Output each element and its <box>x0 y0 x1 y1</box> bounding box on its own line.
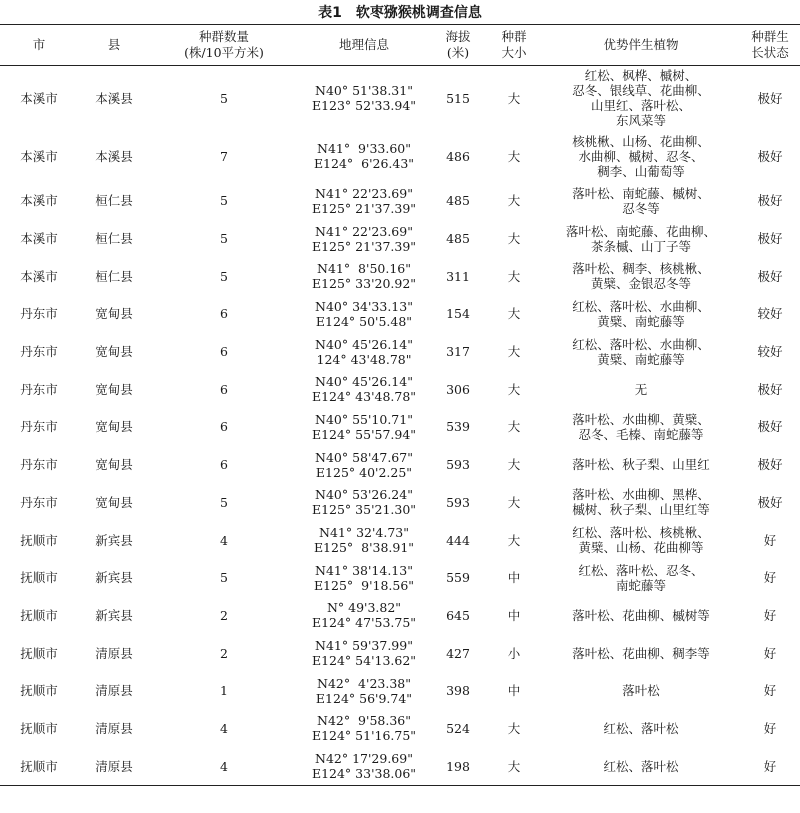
plants-line: 落叶松、南蛇藤、槭树、 <box>572 185 710 201</box>
header-population-size: 种群 大小 <box>501 29 527 60</box>
cell-population-count: 7 <box>220 148 228 164</box>
cell-population-size: 中 <box>507 683 521 699</box>
cell-companion-plants <box>542 710 740 748</box>
cell-geo-info <box>298 182 430 220</box>
cell-altitude: 524 <box>446 720 470 736</box>
header-county: 县 <box>107 37 121 52</box>
latitude: N40° 34'33.13" <box>315 298 413 314</box>
cell-altitude: 427 <box>446 645 470 661</box>
plants-line: 红松、落叶松、核桃楸、 <box>572 525 710 541</box>
cell-population-count: 4 <box>220 532 228 548</box>
cell-population-count: 5 <box>220 193 228 209</box>
cell-altitude: 539 <box>446 419 470 435</box>
cell-companion-plants <box>542 130 740 182</box>
cell-companion-plants <box>542 559 740 597</box>
cell-altitude: 311 <box>446 268 470 284</box>
longitude: 124° 43'48.78" <box>316 351 412 367</box>
cell-population-count: 5 <box>220 231 228 247</box>
plants-line: 东风菜等 <box>615 113 666 128</box>
cell-growth-status: 极好 <box>757 494 783 510</box>
cell-geo-info <box>298 257 430 295</box>
table-row <box>0 747 800 785</box>
cell-companion-plants <box>542 257 740 295</box>
cell-city: 本溪市 <box>20 90 58 106</box>
table-row <box>0 220 800 258</box>
cell-altitude: 398 <box>446 683 470 699</box>
table-row <box>0 484 800 522</box>
cell-companion-plants <box>542 446 740 484</box>
plants-line: 忍冬等 <box>622 200 660 216</box>
cell-companion-plants <box>542 370 740 408</box>
cell-growth-status: 极好 <box>757 90 783 106</box>
table-title: 表1 软枣猕猴桃调查信息 <box>318 5 482 21</box>
cell-county: 宽甸县 <box>95 344 133 360</box>
cell-growth-status: 好 <box>763 532 777 548</box>
plants-line: 黄檗、南蛇藤等 <box>597 351 685 367</box>
cell-geo-info <box>298 597 430 635</box>
latitude: N41° 8'50.16" <box>317 261 411 277</box>
header-population-count: 种群数量 (株/10平方米) <box>184 29 264 60</box>
cell-population-size: 大 <box>507 268 521 284</box>
cell-county: 本溪县 <box>95 148 133 164</box>
longitude: E124° 47'53.75" <box>311 615 417 631</box>
latitude: N41° 22'23.69" <box>315 223 413 239</box>
cell-population-count: 4 <box>220 758 228 774</box>
plants-line: 落叶松、花曲柳、槭树等 <box>572 607 710 623</box>
plants-line: 红松、落叶松 <box>603 720 679 736</box>
cell-city: 丹东市 <box>20 494 58 510</box>
cell-altitude: 593 <box>446 494 470 510</box>
table-row <box>0 130 800 182</box>
cell-growth-status: 极好 <box>757 268 783 284</box>
latitude: N40° 55'10.71" <box>315 411 413 427</box>
longitude: E125° 21'37.39" <box>311 200 417 216</box>
header-row <box>0 25 800 66</box>
cell-geo-info <box>298 408 430 446</box>
cell-city: 抚顺市 <box>20 683 58 699</box>
plants-line: 黄檗、南蛇藤等 <box>597 313 685 329</box>
cell-population-size: 大 <box>507 381 521 397</box>
cell-companion-plants <box>542 747 740 785</box>
cell-county: 宽甸县 <box>95 306 133 322</box>
cell-altitude: 198 <box>446 758 470 774</box>
cell-city: 丹东市 <box>20 344 58 360</box>
latitude: N41° 38'14.13" <box>315 562 413 578</box>
cell-county: 宽甸县 <box>95 457 133 473</box>
plants-line: 水曲柳、槭树、忍冬、 <box>578 148 704 164</box>
cell-county: 桓仁县 <box>95 268 133 284</box>
table-row <box>0 446 800 484</box>
plants-line: 红松、枫桦、槭树、 <box>584 68 698 83</box>
cell-population-size: 大 <box>507 494 521 510</box>
cell-population-count: 2 <box>220 607 228 623</box>
cell-city: 丹东市 <box>20 306 58 322</box>
cell-geo-info <box>298 747 430 785</box>
cell-population-size: 大 <box>507 758 521 774</box>
cell-population-size: 大 <box>507 419 521 435</box>
plants-line: 红松、落叶松、水曲柳、 <box>572 298 710 314</box>
header-geo-info: 地理信息 <box>338 37 389 52</box>
table-row <box>0 66 800 131</box>
cell-geo-info <box>298 446 430 484</box>
cell-geo-info <box>298 710 430 748</box>
cell-population-size: 大 <box>507 90 521 106</box>
longitude: E124° 50'5.48" <box>315 313 413 329</box>
cell-county: 清原县 <box>95 720 133 736</box>
cell-altitude: 306 <box>446 381 470 397</box>
cell-population-count: 6 <box>220 381 228 397</box>
latitude: N° 49'3.82" <box>326 600 402 616</box>
table-body <box>0 66 800 786</box>
table-row <box>0 672 800 710</box>
longitude: E124° 56'9.74" <box>315 690 413 706</box>
plants-line: 忍冬、毛榛、南蛇藤等 <box>578 426 704 442</box>
cell-population-count: 1 <box>220 683 228 699</box>
cell-county: 新宾县 <box>95 607 133 623</box>
cell-companion-plants <box>542 672 740 710</box>
cell-altitude: 486 <box>446 148 470 164</box>
cell-growth-status: 好 <box>763 758 777 774</box>
cell-altitude: 593 <box>446 457 470 473</box>
longitude: E125° 40'2.25" <box>315 464 413 480</box>
table-row <box>0 710 800 748</box>
longitude: E125° 35'21.30" <box>311 502 417 518</box>
latitude: N41° 9'33.60" <box>317 141 411 156</box>
cell-county: 清原县 <box>95 645 133 661</box>
cell-city: 丹东市 <box>20 457 58 473</box>
cell-population-size: 大 <box>507 148 521 164</box>
cell-growth-status: 好 <box>763 683 777 699</box>
cell-companion-plants <box>542 521 740 559</box>
cell-companion-plants <box>542 634 740 672</box>
cell-altitude: 485 <box>446 231 470 247</box>
longitude: E124° 6'26.43" <box>313 156 415 171</box>
cell-city: 抚顺市 <box>20 720 58 736</box>
cell-population-count: 4 <box>220 720 228 736</box>
latitude: N41° 59'37.99" <box>315 638 413 654</box>
cell-geo-info <box>298 634 430 672</box>
latitude: N42° 9'58.36" <box>317 713 411 729</box>
survey-table <box>0 24 800 786</box>
cell-city: 抚顺市 <box>20 758 58 774</box>
cell-growth-status: 好 <box>763 607 777 623</box>
longitude: E124° 51'16.75" <box>311 728 417 744</box>
cell-population-count: 6 <box>220 306 228 322</box>
plants-line: 槭树、秋子梨、山里红等 <box>572 502 710 518</box>
cell-population-count: 5 <box>220 570 228 586</box>
cell-growth-status: 极好 <box>757 381 783 397</box>
longitude: E123° 52'33.94" <box>311 98 417 113</box>
latitude: N40° 51'38.31" <box>315 83 413 98</box>
cell-city: 本溪市 <box>20 148 58 164</box>
cell-population-size: 大 <box>507 193 521 209</box>
cell-companion-plants <box>542 333 740 371</box>
cell-city: 抚顺市 <box>20 607 58 623</box>
longitude: E124° 33'38.06" <box>311 766 417 782</box>
header-companion-plants: 优势伴生植物 <box>603 37 679 52</box>
plants-line: 红松、落叶松、水曲柳、 <box>572 336 710 352</box>
plants-line: 落叶松、稠李、核桃楸、 <box>572 261 710 277</box>
longitude: E124° 43'48.78" <box>311 389 417 405</box>
cell-city: 抚顺市 <box>20 645 58 661</box>
plants-line: 落叶松、秋子梨、山里红 <box>572 457 710 473</box>
cell-altitude: 515 <box>446 90 470 106</box>
cell-city: 抚顺市 <box>20 532 58 548</box>
plants-line: 红松、落叶松、忍冬、 <box>578 562 704 578</box>
cell-geo-info <box>298 220 430 258</box>
plants-line: 南蛇藤等 <box>615 577 666 593</box>
cell-city: 抚顺市 <box>20 570 58 586</box>
cell-city: 本溪市 <box>20 268 58 284</box>
table-row <box>0 559 800 597</box>
table-row <box>0 597 800 635</box>
cell-population-count: 5 <box>220 90 228 106</box>
cell-county: 新宾县 <box>95 570 133 586</box>
cell-population-count: 6 <box>220 344 228 360</box>
latitude: N41° 32'4.73" <box>319 525 409 541</box>
cell-county: 本溪县 <box>95 90 133 106</box>
header-growth-status: 种群生 长状态 <box>751 29 789 60</box>
cell-geo-info <box>298 521 430 559</box>
plants-line: 落叶松、水曲柳、黑桦、 <box>572 487 710 503</box>
cell-geo-info <box>298 66 430 131</box>
cell-companion-plants <box>542 220 740 258</box>
cell-county: 清原县 <box>95 758 133 774</box>
plants-line: 忍冬、银线草、花曲柳、 <box>572 83 710 98</box>
longitude: E124° 55'57.94" <box>311 426 417 442</box>
cell-growth-status: 极好 <box>757 231 783 247</box>
cell-companion-plants <box>542 484 740 522</box>
cell-population-size: 大 <box>507 231 521 247</box>
latitude: N40° 53'26.24" <box>315 487 413 503</box>
cell-altitude: 317 <box>446 344 470 360</box>
cell-county: 桓仁县 <box>95 193 133 209</box>
plants-line: 落叶松、水曲柳、黄檗、 <box>572 411 710 427</box>
table-row <box>0 257 800 295</box>
cell-growth-status: 较好 <box>757 344 783 360</box>
cell-population-count: 2 <box>220 645 228 661</box>
latitude: N42° 17'29.69" <box>315 751 413 767</box>
cell-geo-info <box>298 333 430 371</box>
longitude: E125° 8'38.91" <box>313 540 415 556</box>
cell-growth-status: 好 <box>763 570 777 586</box>
cell-population-size: 大 <box>507 532 521 548</box>
cell-county: 宽甸县 <box>95 419 133 435</box>
plants-line: 核桃楸、山杨、花曲柳、 <box>572 133 710 149</box>
cell-population-count: 5 <box>220 494 228 510</box>
plants-line: 落叶松、花曲柳、稠李等 <box>572 645 710 661</box>
table-row <box>0 295 800 333</box>
table-row <box>0 521 800 559</box>
cell-companion-plants <box>542 597 740 635</box>
cell-companion-plants <box>542 66 740 131</box>
cell-altitude: 645 <box>446 607 470 623</box>
cell-city: 丹东市 <box>20 381 58 397</box>
longitude: E125° 9'18.56" <box>313 577 415 593</box>
cell-geo-info <box>298 295 430 333</box>
cell-county: 宽甸县 <box>95 494 133 510</box>
cell-population-size: 中 <box>507 570 521 586</box>
cell-growth-status: 极好 <box>757 148 783 164</box>
cell-population-size: 大 <box>507 344 521 360</box>
plants-line: 稠李、山葡萄等 <box>597 163 685 179</box>
cell-population-size: 小 <box>507 645 521 661</box>
table-row <box>0 408 800 446</box>
cell-growth-status: 极好 <box>757 419 783 435</box>
cell-geo-info <box>298 559 430 597</box>
cell-growth-status: 好 <box>763 720 777 736</box>
header-altitude: 海拔 (米) <box>445 29 471 60</box>
cell-geo-info <box>298 370 430 408</box>
cell-population-count: 5 <box>220 268 228 284</box>
cell-population-size: 中 <box>507 607 521 623</box>
cell-city: 丹东市 <box>20 419 58 435</box>
cell-county: 宽甸县 <box>95 381 133 397</box>
latitude: N40° 58'47.67" <box>315 449 413 465</box>
cell-county: 新宾县 <box>95 532 133 548</box>
cell-population-size: 大 <box>507 457 521 473</box>
cell-population-size: 大 <box>507 306 521 322</box>
latitude: N41° 22'23.69" <box>315 185 413 201</box>
cell-altitude: 444 <box>446 532 470 548</box>
plants-line: 山里红、落叶松、 <box>590 98 691 113</box>
plants-line: 红松、落叶松 <box>603 758 679 774</box>
cell-altitude: 485 <box>446 193 470 209</box>
longitude: E125° 33'20.92" <box>311 276 417 292</box>
cell-population-size: 大 <box>507 720 521 736</box>
table-row <box>0 634 800 672</box>
latitude: N42° 4'23.38" <box>317 675 411 691</box>
plants-line: 黄檗、山杨、花曲柳等 <box>578 540 704 556</box>
cell-geo-info <box>298 672 430 710</box>
cell-growth-status: 好 <box>763 645 777 661</box>
plants-line: 茶条槭、山丁子等 <box>590 238 691 254</box>
cell-geo-info <box>298 130 430 182</box>
table-row <box>0 333 800 371</box>
cell-city: 本溪市 <box>20 193 58 209</box>
latitude: N40° 45'26.14" <box>315 374 413 390</box>
plants-line: 黄檗、金银忍冬等 <box>590 276 691 292</box>
longitude: E125° 21'37.39" <box>311 238 417 254</box>
plants-line: 落叶松 <box>622 683 660 699</box>
latitude: N40° 45'26.14" <box>315 336 413 352</box>
longitude: E124° 54'13.62" <box>311 653 417 669</box>
cell-growth-status: 较好 <box>757 306 783 322</box>
cell-geo-info <box>298 484 430 522</box>
cell-population-count: 6 <box>220 419 228 435</box>
plants-line: 无 <box>634 381 648 397</box>
table-row <box>0 182 800 220</box>
cell-altitude: 559 <box>446 570 470 586</box>
table-row <box>0 370 800 408</box>
cell-growth-status: 极好 <box>757 193 783 209</box>
header-city: 市 <box>32 37 46 52</box>
cell-companion-plants <box>542 408 740 446</box>
cell-city: 本溪市 <box>20 231 58 247</box>
cell-county: 桓仁县 <box>95 231 133 247</box>
cell-altitude: 154 <box>446 306 470 322</box>
cell-population-count: 6 <box>220 457 228 473</box>
cell-county: 清原县 <box>95 683 133 699</box>
plants-line: 落叶松、南蛇藤、花曲柳、 <box>565 223 716 239</box>
cell-companion-plants <box>542 295 740 333</box>
cell-companion-plants <box>542 182 740 220</box>
cell-growth-status: 极好 <box>757 457 783 473</box>
